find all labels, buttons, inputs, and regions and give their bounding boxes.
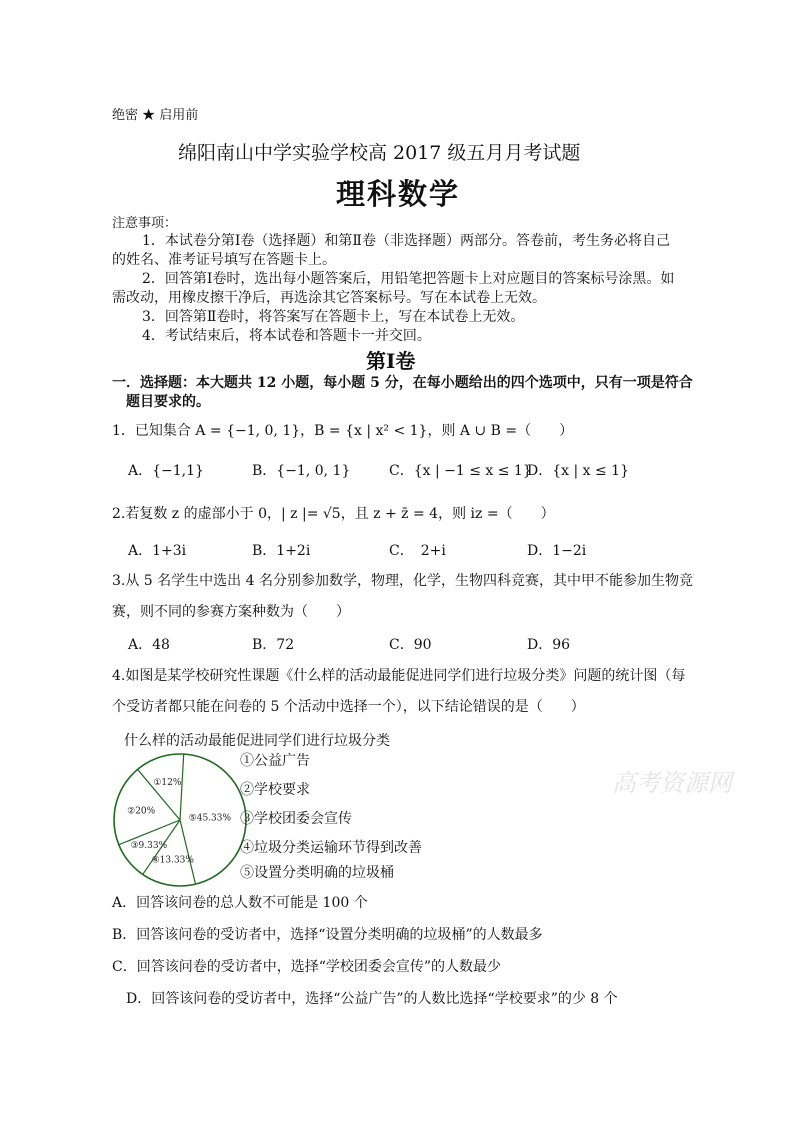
section-1-line-2: 题目要求的。 <box>126 394 210 410</box>
volume-title: 第Ⅰ卷 <box>366 349 416 373</box>
notice-item-1-line-1: 1．本试卷分第Ⅰ卷（选择题）和第Ⅱ卷（非选择题）两部分。答卷前，考生务必将自己 <box>142 233 670 249</box>
pie-slice-label: ④13.33% <box>151 855 194 866</box>
question-3-option-d: D．96 <box>527 637 571 653</box>
question-3-line-1: 3.从 5 名学生中选出 4 名分别参加数学，物理，化学，生物四科竞赛，其中甲不能参加生物竞 <box>112 573 693 589</box>
legend-item-4: ④垃圾分类运输环节得到改善 <box>240 840 422 856</box>
question-2-option-a: A．1+3i <box>128 543 187 559</box>
notice-item-3: 3．回答第Ⅱ卷时，将答案写在答题卡上，写在本试卷上无效。 <box>142 309 525 325</box>
pie-chart <box>110 750 250 890</box>
notice-item-1-line-2: 的姓名、准考证号填写在答题卡上。 <box>112 252 336 268</box>
pie-slice-label: ②20% <box>127 806 156 817</box>
question-3-line-2: 赛，则不同的参赛方案种数为（ ） <box>112 604 350 620</box>
question-1-stem: 1．已知集合 A = {−1, 0, 1}，B = {x | x² < 1}，则 A ∪ B =（ ） <box>112 423 574 439</box>
question-1-option-a: A．{−1,1} <box>128 463 204 479</box>
pie-slice-label: ③9.33% <box>130 841 168 852</box>
pie-slice-label: ⑤45.33% <box>188 813 232 824</box>
question-4-option-d: D．回答该问卷的受访者中，选择“公益广告”的人数比选择“学校要求”的少 8 个 <box>126 991 618 1007</box>
legend-item-5: ⑤设置分类明确的垃圾桶 <box>240 865 394 881</box>
question-4-option-b: B．回答该问卷的受访者中，选择“设置分类明确的垃圾桶”的人数最多 <box>112 927 543 943</box>
legend-item-3: ③学校团委会宣传 <box>240 811 352 827</box>
question-2-option-c: C． 2+i <box>389 543 446 559</box>
question-4-option-c: C．回答该问卷的受访者中，选择“学校团委会宣传”的人数最少 <box>112 959 502 975</box>
section-1-line-1: 一．选择题：本大题共 12 小题，每小题 5 分，在每小题给出的四个选项中，只有一项是符合 <box>112 375 693 391</box>
question-1-option-c: C．{x | −1 ≤ x ≤ 1} <box>389 463 532 479</box>
subject-title: 理科数学 <box>336 177 461 211</box>
chart-title: 什么样的活动最能促进同学们进行垃圾分类 <box>124 733 390 749</box>
question-4-line-1: 4.如图是某学校研究性课题《什么样的活动最能促进同学们进行垃圾分类》问题的统计图（每 <box>112 668 686 684</box>
legend-item-2: ②学校要求 <box>240 782 310 798</box>
question-2-stem: 2.若复数 z 的虚部小于 0，| z |= √5，且 z + z̄ = 4，则 iz =（ ） <box>112 506 555 522</box>
question-4-line-2: 个受访者都只能在问卷的 5 个活动中选择一个），以下结论错误的是（ ） <box>112 699 585 715</box>
watermark: 高考资源网 <box>612 769 732 797</box>
pie-slice-label: ①12% <box>153 778 182 789</box>
question-3-option-b: B．72 <box>252 637 295 653</box>
question-1-option-d: D．{x | x ≤ 1} <box>527 463 629 479</box>
question-2-option-d: D．1−2i <box>527 543 587 559</box>
question-2-option-b: B．1+2i <box>252 543 311 559</box>
legend-item-1: ①公益广告 <box>240 753 310 769</box>
secret-label: 绝密 ★ 启用前 <box>112 108 199 123</box>
question-3-option-a: A．48 <box>128 637 170 653</box>
question-4-option-a: A．回答该问卷的总人数不可能是 100 个 <box>112 895 368 911</box>
notice-item-4: 4．考试结束后，将本试卷和答题卡一并交回。 <box>142 328 431 344</box>
notice-item-2-line-1: 2．回答第Ⅰ卷时，选出每小题答案后，用铅笔把答题卡上对应题目的答案标号涂黑。如 <box>142 271 675 287</box>
notice-heading: 注意事项： <box>112 216 178 231</box>
notice-item-2-line-2: 需改动，用橡皮擦干净后，再选涂其它答案标号。写在本试卷上无效。 <box>112 290 546 306</box>
question-1-option-b: B．{−1, 0, 1} <box>252 463 351 479</box>
school-title: 绵阳南山中学实验学校高 2017 级五月月考试题 <box>178 142 581 164</box>
question-3-option-c: C．90 <box>389 637 432 653</box>
